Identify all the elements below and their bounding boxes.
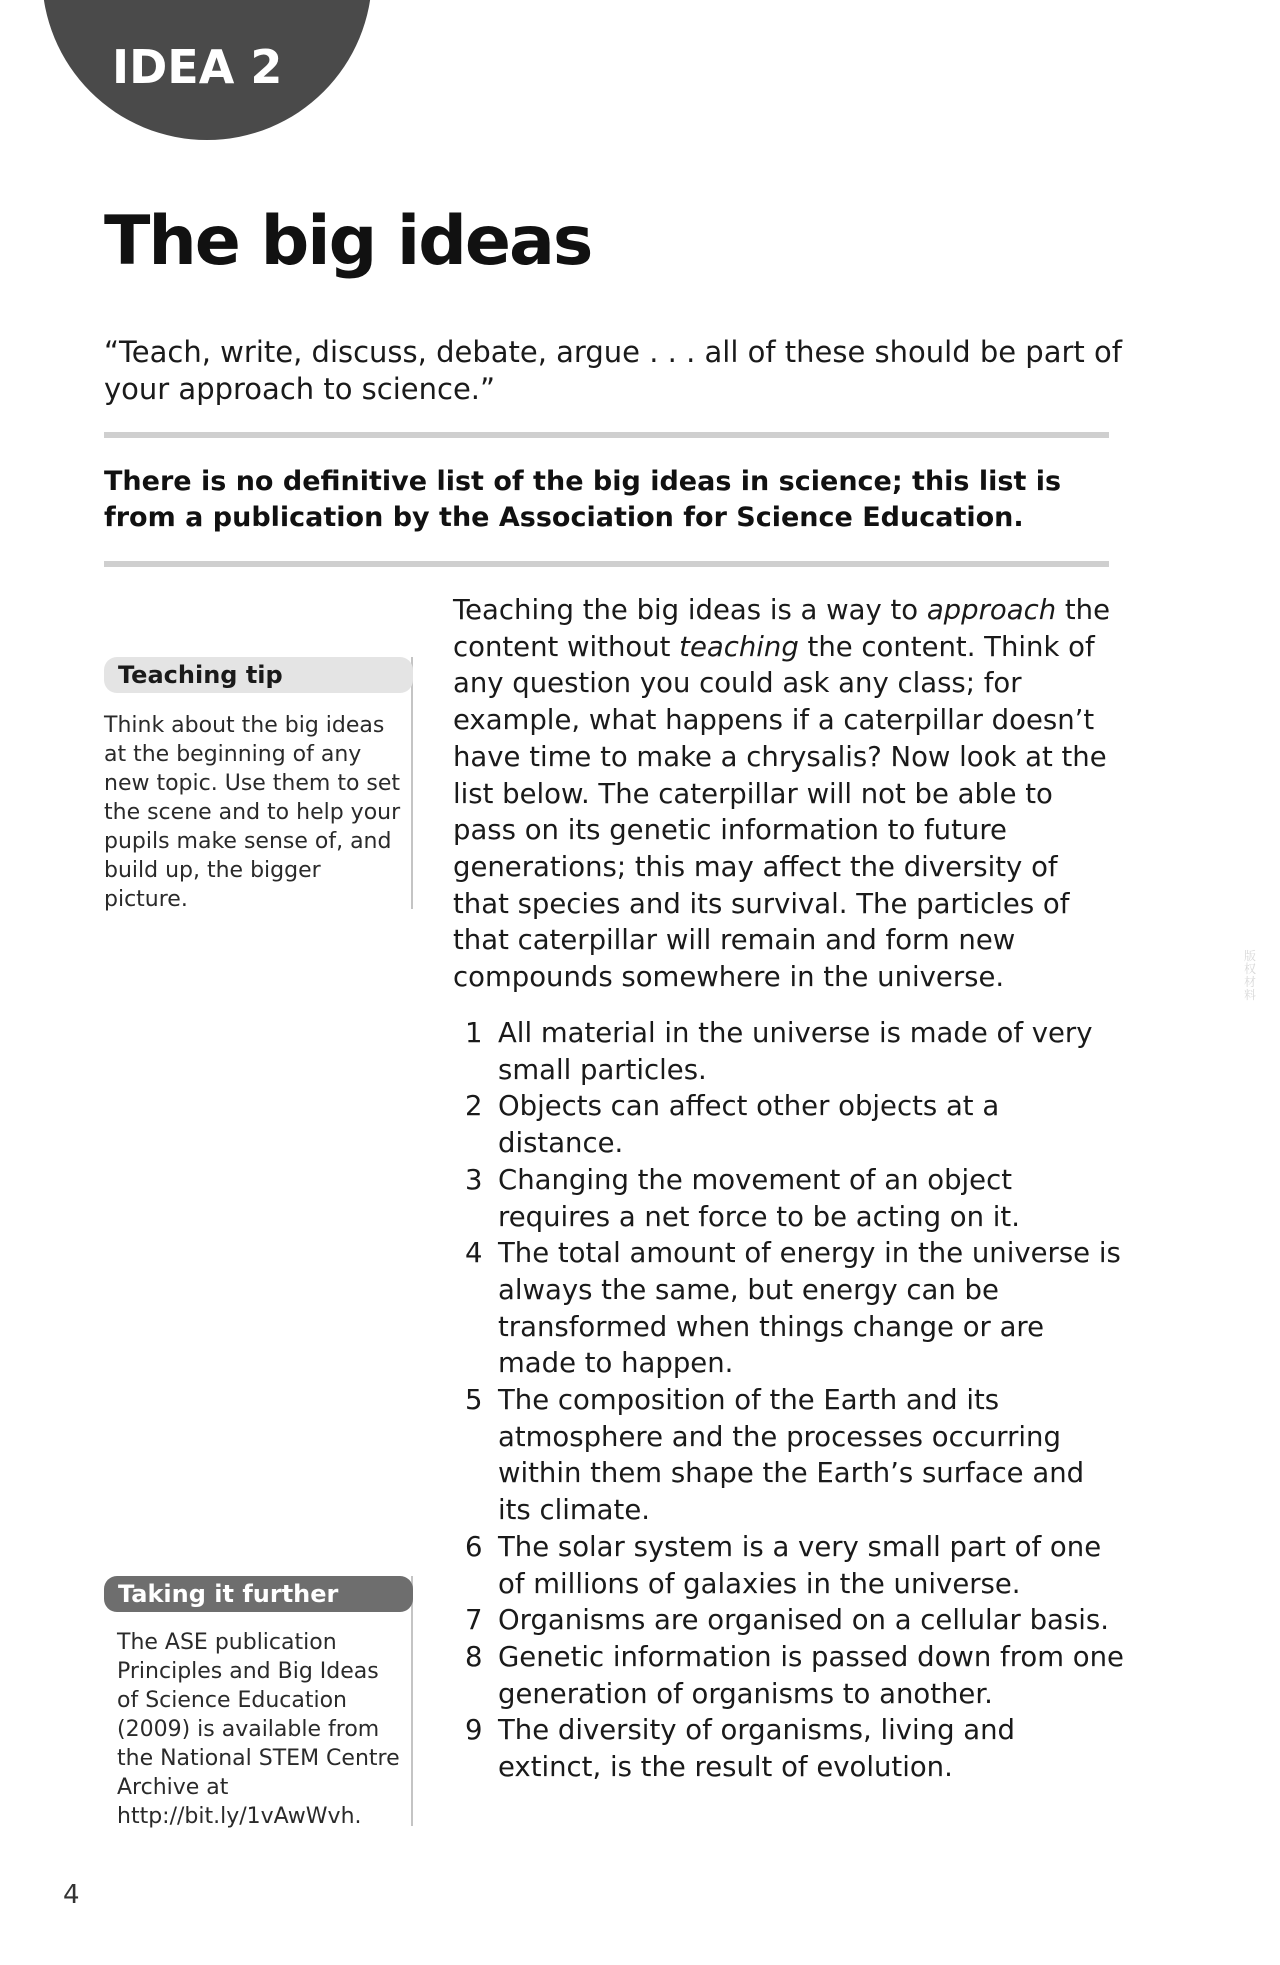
page-title: The big ideas [104, 202, 592, 281]
list-item-text: The solar system is a very small part of one of millions of galaxies in the universe. [498, 1530, 1102, 1600]
list-item [465, 1602, 1125, 1639]
list-item-number: 8 [465, 1640, 483, 1673]
list-item [465, 1712, 1125, 1785]
taking-further-box [104, 1576, 413, 1829]
list-item-number: 5 [465, 1384, 483, 1417]
opening-quote: “Teach, write, discuss, debate, argue . . . all of these should be part of your approach to science.” [104, 335, 1122, 406]
divider-bottom [104, 561, 1109, 567]
big-ideas-list [465, 1015, 1125, 1786]
main-paragraph-emphasis: approach [926, 594, 1057, 626]
intro-statement: There is no definitive list of the big ideas in science; this list is from a publication by the Association for Science Education. [104, 466, 1062, 533]
list-item [465, 1382, 1125, 1529]
watermark: 版权材料 [1244, 949, 1257, 1002]
list-item-text: The total amount of energy in the universe is always the same, but energy can be transformed when things change or are made to happen. [498, 1237, 1121, 1380]
main-paragraph-emphasis: teaching [679, 630, 799, 663]
teaching-tip-box [104, 657, 413, 912]
list-item-number: 9 [465, 1714, 483, 1747]
taking-further-header: Taking it further [104, 1576, 413, 1612]
list-item [465, 1529, 1125, 1602]
list-item-text: Genetic information is passed down from one generation of organisms to another. [498, 1640, 1124, 1710]
list-item [465, 1639, 1125, 1712]
divider-top [104, 432, 1109, 438]
list-item-number: 3 [465, 1163, 483, 1196]
list-item-text: Changing the movement of an object requires a net force to be acting on it. [498, 1163, 1020, 1233]
list-item [465, 1235, 1125, 1382]
list-item [465, 1015, 1125, 1088]
list-item [465, 1088, 1125, 1161]
list-item-number: 2 [465, 1090, 483, 1123]
teaching-tip-header: Teaching tip [104, 657, 413, 693]
list-item-text: The diversity of organisms, living and extinct, is the result of evolution. [498, 1714, 1016, 1784]
list-item-text: All material in the universe is made of very small particles. [498, 1017, 1093, 1086]
list-item-text: Objects can affect other objects at a distance. [498, 1090, 1000, 1160]
main-paragraph-text: Teaching the big ideas is a way to [453, 594, 927, 626]
list-item-number: 1 [465, 1017, 483, 1049]
idea-badge-label: IDEA 2 [112, 40, 283, 94]
main-paragraph [453, 592, 1118, 996]
main-paragraph-text: the content. Think of any question you could ask any class; for example, what happens if a caterpillar doesn’t have time to make a chrysalis? Now look at the list below. The caterpillar will not be able to pass on its genetic information to future generations; this may affect the diversity of that species and its survival. The particles of that caterpillar will remain and form new compounds somewhere in the universe. [453, 630, 1107, 994]
list-item-text: Organisms are organised on a cellular basis. [498, 1604, 1109, 1637]
list-item-text: The composition of the Earth and its atmosphere and the processes occurring within them shape the Earth’s surface and its climate. [498, 1384, 1085, 1527]
list-item-number: 7 [465, 1604, 483, 1637]
taking-further-body: The ASE publication Principles and Big Ideas of Science Education (2009) is available from the National STEM Centre Archive at http://bit.ly/1vAwWvh. [117, 1630, 400, 1829]
teaching-tip-body: Think about the big ideas at the beginning of any new topic. Use them to set the scene and to help your pupils make sense of, and build up, the bigger picture. [104, 713, 401, 912]
main-paragraph-text: the content without [453, 594, 1110, 663]
page-number: 4 [63, 1880, 80, 1910]
list-item [465, 1162, 1125, 1235]
list-item-number: 6 [465, 1530, 483, 1563]
list-item-number: 4 [465, 1237, 483, 1270]
